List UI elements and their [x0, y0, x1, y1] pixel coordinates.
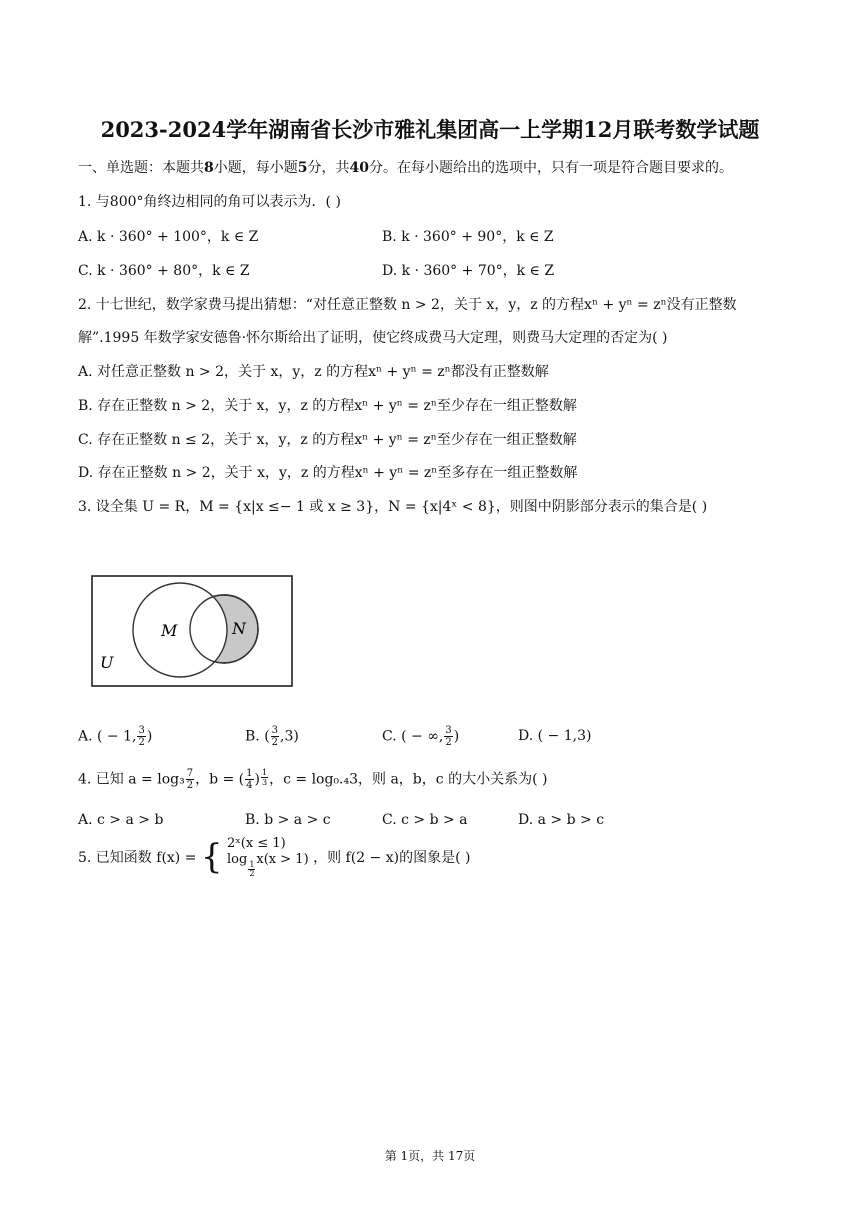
q4-stem: 4. 已知 a = log₃ $\frac{7}{2}$ ，b = ( $\frac{1}{4}$ ) $\frac{1}{3}$ ，c = log₀.₄3，则 a，b，c 的大小关系为( ) [78, 768, 548, 791]
q5-case-1: 2ˣ(x ≤ 1) [227, 836, 286, 851]
label-u: U [100, 653, 114, 672]
q1-option-c: C. k · 360° + 80°，k ∈ Z [78, 263, 250, 279]
page-title: 2023-2024学年湖南省长沙市雅礼集团高一上学期12月联考数学试题 [100, 117, 760, 142]
section-header: 一、单选题：本题共8小题，每小题5分，共40分。在每小题给出的选项中，只有一项是符合题目要求的。 [78, 160, 733, 176]
label-n: N [232, 619, 246, 638]
q4-option-c: C. c > b > a [382, 812, 468, 828]
q3-option-b: B. ( $\frac{3}{2}$ ,3) [245, 725, 299, 748]
venn-diagram [90, 574, 296, 690]
q3-option-d: D. ( − 1,3) [518, 728, 592, 744]
q2-stem-line2: 解”.1995 年数学家安德鲁·怀尔斯给出了证明，使它终成费马大定理，则费马大定理的否定为( ) [78, 330, 668, 346]
q1-option-b: B. k · 360° + 90°，k ∈ Z [382, 229, 554, 245]
q2-option-d: D. 存在正整数 n > 2，关于 x，y，z 的方程xⁿ + yⁿ = zⁿ至多存在一组正整数解 [78, 465, 578, 481]
q2-option-a: A. 对任意正整数 n > 2，关于 x，y，z 的方程xⁿ + yⁿ = zⁿ都没有正整数解 [78, 364, 549, 380]
q3-option-a: A. ( − 1, $\frac{3}{2}$ ) [78, 725, 153, 748]
q5-case-2: log $\frac{1}{2}$ x(x > 1) [227, 852, 309, 878]
page-footer: 第 1页，共 17页 [384, 1149, 476, 1163]
q3-stem: 3. 设全集 U = R，M = {x|x ≤− 1 或 x ≥ 3}，N = {x|4ˣ < 8}，则图中阴影部分表示的集合是( ) [78, 499, 708, 515]
q5-stem: 5. 已知函数 f(x) = { 2ˣ(x ≤ 1) log $\frac{1}{2}$ x(x > 1) ，则 f(2 − x)的图象是( ) [78, 836, 471, 878]
q4-option-d: D. a > b > c [518, 812, 605, 828]
q1-option-a: A. k · 360° + 100°，k ∈ Z [78, 229, 259, 245]
q3-option-c: C. ( − ∞, $\frac{3}{2}$ ) [382, 725, 460, 748]
q2-option-b: B. 存在正整数 n > 2，关于 x，y，z 的方程xⁿ + yⁿ = zⁿ至少存在一组正整数解 [78, 398, 577, 414]
q2-option-c: C. 存在正整数 n ≤ 2，关于 x，y，z 的方程xⁿ + yⁿ = zⁿ至少存在一组正整数解 [78, 432, 577, 448]
q1-option-d: D. k · 360° + 70°，k ∈ Z [382, 263, 555, 279]
q4-option-a: A. c > a > b [78, 812, 164, 828]
q2-stem-line1: 2. 十七世纪，数学家费马提出猜想：“对任意正整数 n > 2，关于 x，y，z 的方程xⁿ + yⁿ = zⁿ没有正整数 [78, 297, 737, 313]
q4-option-b: B. b > a > c [245, 812, 331, 828]
q1-stem: 1. 与800°角终边相同的角可以表示为．( ) [78, 194, 341, 210]
label-m: M [161, 621, 178, 640]
